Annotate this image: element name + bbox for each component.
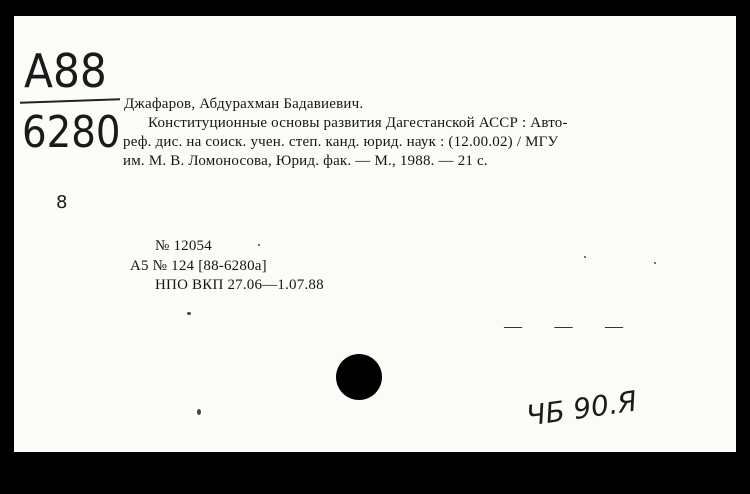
speck (197, 409, 201, 415)
speck (584, 256, 586, 258)
speck (258, 244, 260, 246)
entry-title-line-2: реф. дис. на соиск. учен. степ. канд. юрид. наук : (12.00.02) / МГУ (123, 134, 559, 150)
call-number: А5 № 124 [88-6280а] (130, 258, 267, 274)
registration-line: НПО ВКП 27.06—1.07.88 (155, 277, 324, 293)
punch-hole (336, 354, 382, 400)
speck (187, 312, 191, 315)
shelfmark-bottom: 6280 (22, 107, 121, 158)
shelfmark-top: A88 (24, 44, 107, 98)
dashes: — — — (504, 316, 637, 336)
entry-author: Джафаров, Абдурахман Бадавиевич. (124, 96, 364, 112)
catalog-card (14, 16, 736, 452)
handwritten-note: ЧБ 90.Я (524, 384, 640, 433)
margin-mark: 8 (56, 192, 68, 213)
shelfmark-divider (20, 98, 120, 103)
entry-title-line-3: им. М. В. Ломоносова, Юрид. фак. — М., 1988. — 21 с. (123, 153, 488, 169)
accession-number: № 12054 (155, 238, 212, 254)
entry-title-line-1: Конституционные основы развития Дагестанской АССР : Авто- (148, 115, 568, 131)
speck (654, 262, 656, 264)
